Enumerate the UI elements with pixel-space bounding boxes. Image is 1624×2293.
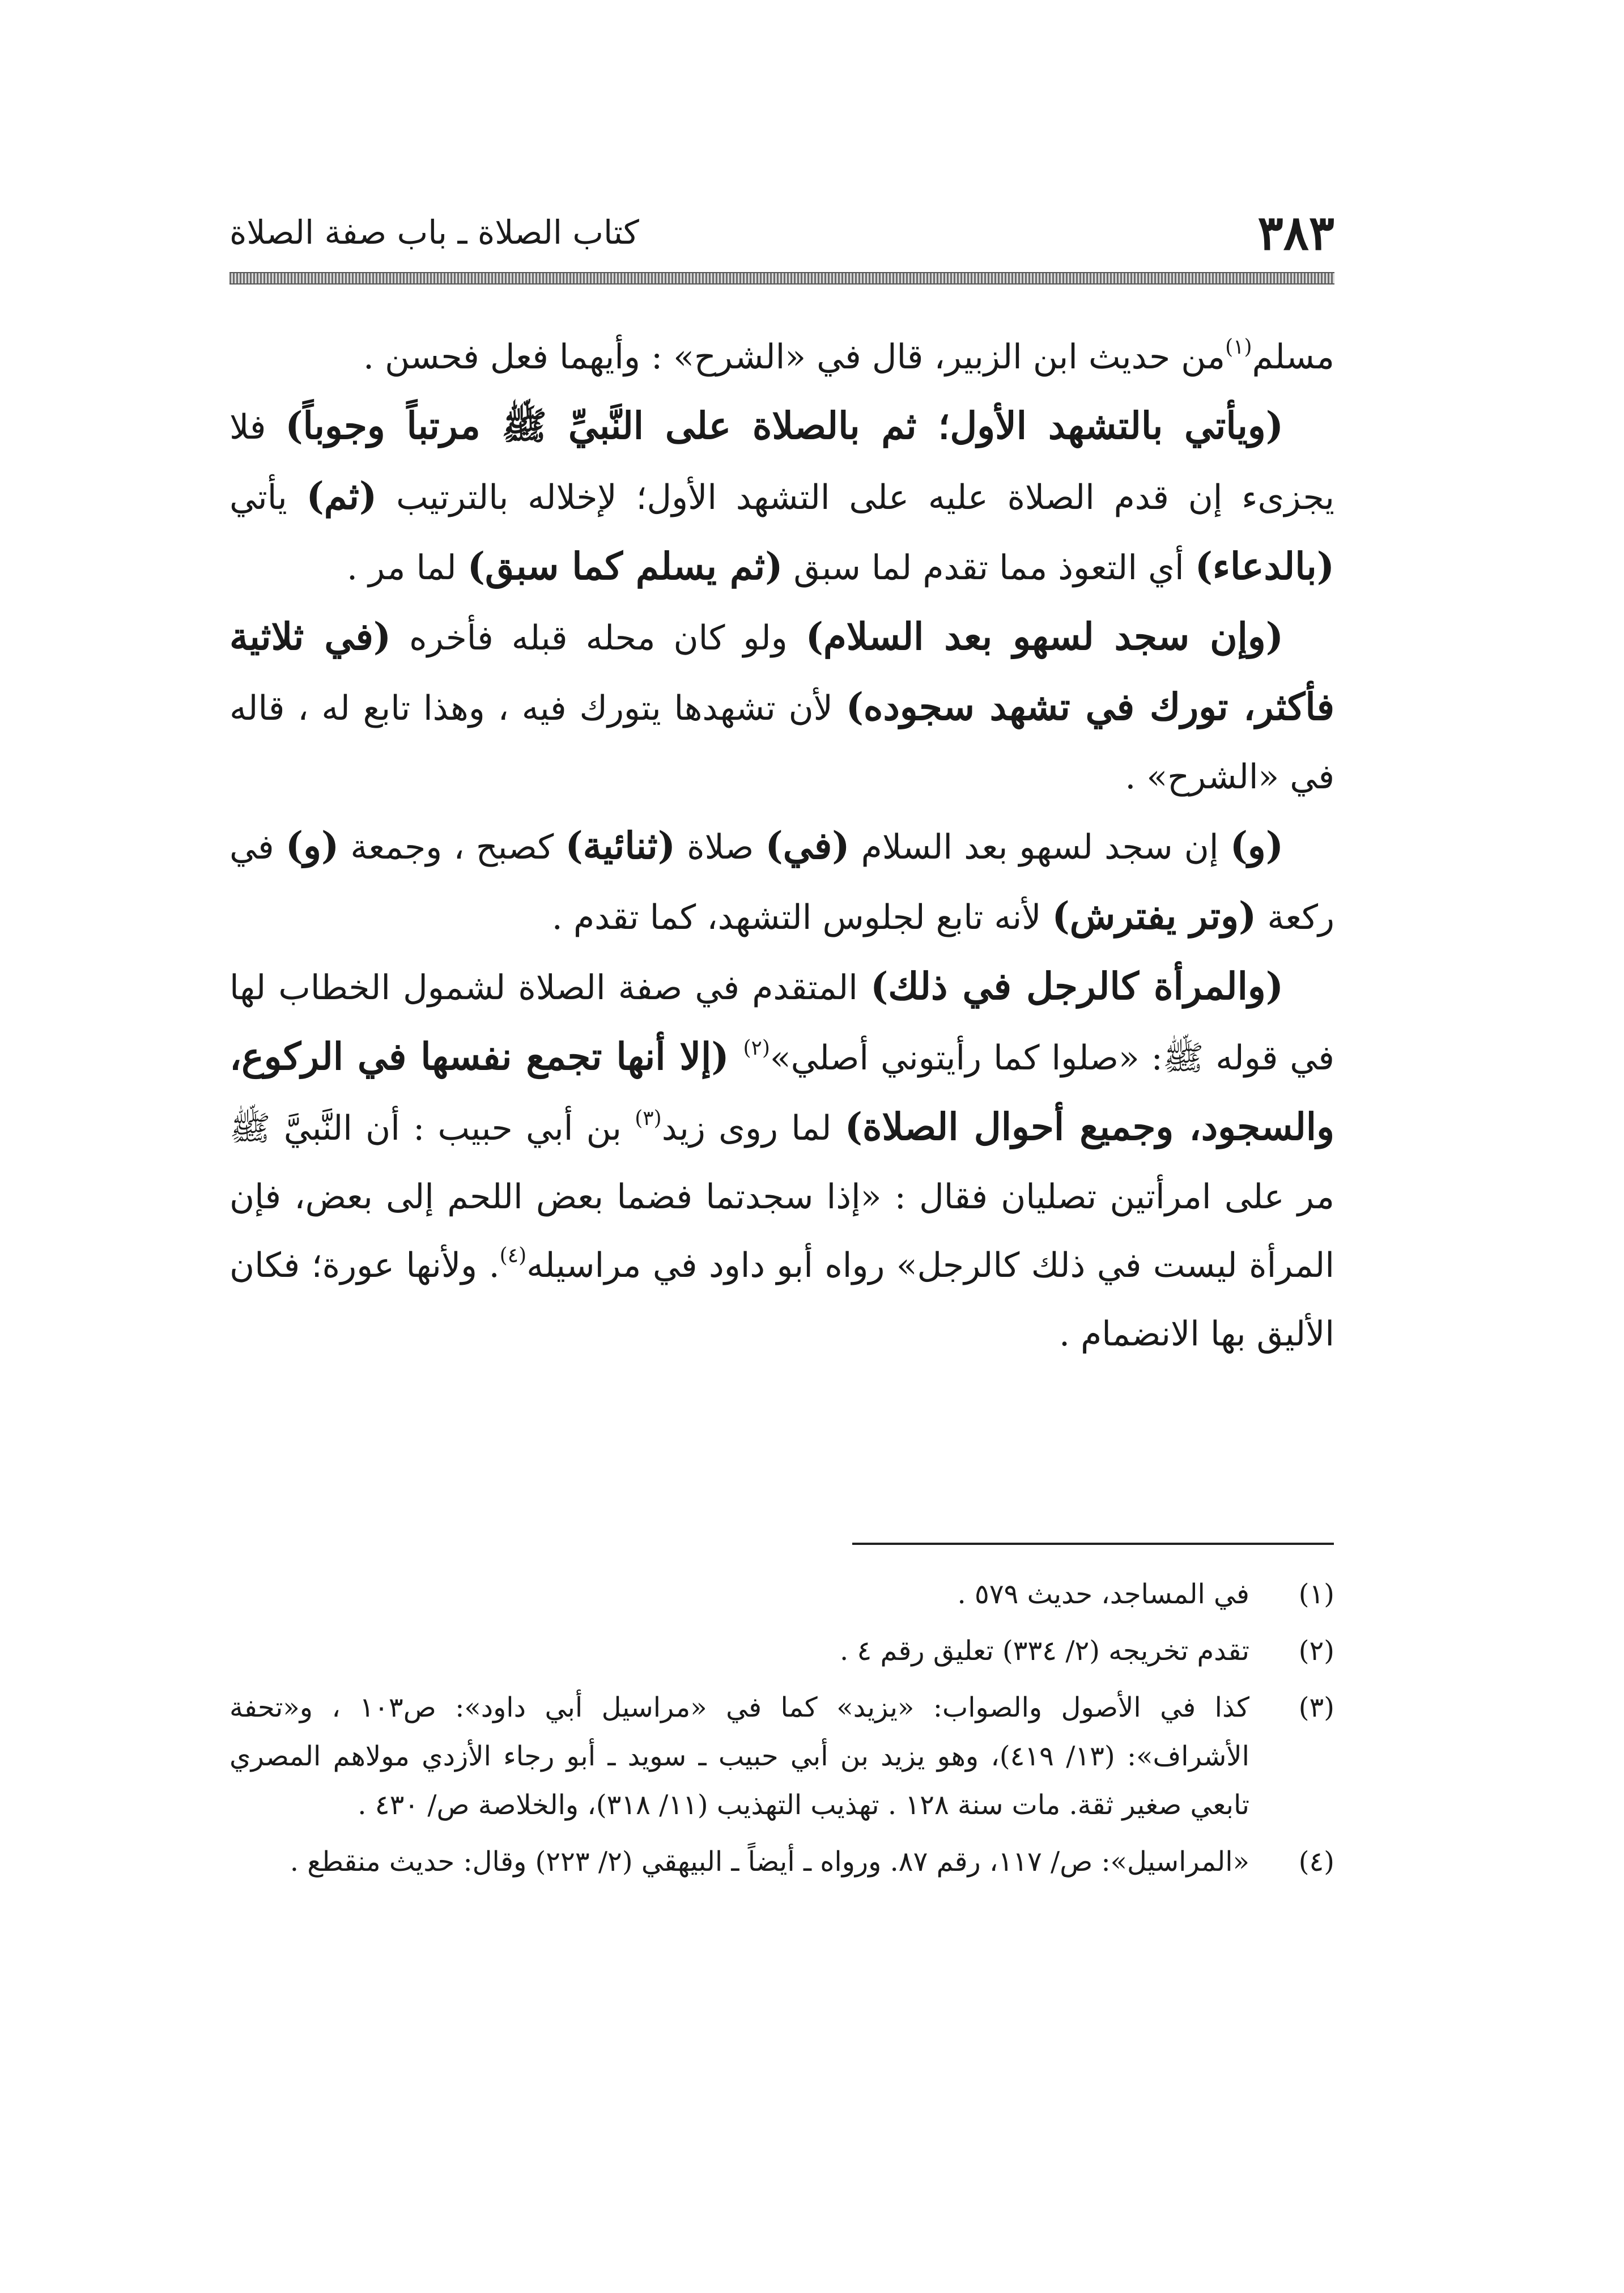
bold-span: (ويأتي بالتشهد الأول؛ ثم بالصلاة على النَّبيِّ ﷺ مرتباً وجوباً) [285, 404, 1283, 448]
footnote-text: «المراسيل»: ص/ ١١٧، رقم ٨٧. ورواه ـ أيضاً ـ البيهقي (٢/ ٢٢٣) وقال: حديث منقطع . [290, 1846, 1249, 1878]
header-rule [229, 272, 1334, 284]
text-span: مسلم [1252, 337, 1334, 377]
bold-span: (ثم يسلم كما سبق) [467, 544, 783, 588]
bold-span: (و) [285, 823, 339, 868]
footnote-text: في المساجد، حديث ٥٧٩ . [957, 1578, 1249, 1610]
footnote-ref: (١) [1225, 336, 1252, 359]
footnote-number: (١) [1298, 1578, 1334, 1610]
text-span: يأتي [229, 478, 307, 517]
text-span: لما مر . [347, 548, 467, 588]
footnote-number: (٢) [1298, 1635, 1334, 1667]
bold-span: (في ثلاثية فأكثر، تورك في تشهد سجوده) [229, 614, 1335, 729]
text-span: . ولأنها عورة؛ فكان الأليق بها الانضمام . [229, 1246, 1334, 1354]
paragraph-1 [229, 323, 1334, 392]
text-span: أي التعوذ مما تقدم لما سبق [783, 548, 1195, 588]
main-text [229, 323, 1334, 1369]
bold-span: (وتر يفترش) [1052, 894, 1257, 938]
bold-span: (إلا أنها تجمع نفسها في الركوع، والسجود، وجميع أحوال الصلاة) [229, 1034, 1335, 1149]
footnote-text: تقدم تخريجه (٢/ ٣٣٤) تعليق رقم ٤ . [839, 1635, 1249, 1667]
text-span: كصبح ، وجمعة [339, 827, 566, 867]
bold-span: (والمرأة كالرجل في ذلك) [870, 964, 1284, 1008]
text-span: المتقدم في صفة الصلاة لشمول الخطاب لها في قوله ﷺ: «صلوا كما رأيتوني أصلي» [229, 968, 1334, 1078]
page-header [229, 196, 1334, 269]
bold-span: (ثم) [306, 474, 377, 518]
bold-span: (ثنائية) [565, 823, 675, 868]
footnote-2 [229, 1627, 1334, 1675]
text-span: لما روى زيد [661, 1109, 845, 1148]
footnote-text: كذا في الأصول والصواب: «يزيد» كما في «مراسيل أبي داود»: ص١٠٣ ، و«تحفة الأشراف»: (١٣/ ٤١٩)، وهو يزيد بن أبي حبيب ـ سويد ـ أبو رجاء الأزدي مولاهم المصري تابعي صغير ثقة. مات سنة ١٢٨ . تهذيب التهذيب (١١/ ٣١٨)، والخلاصة ص/ ٤٣٠ . [229, 1692, 1250, 1821]
paragraph-5 [229, 952, 1334, 1369]
bold-span: (و) [1230, 823, 1284, 868]
text-span: فلا يجزىء إن قدم الصلاة عليه على التشهد الأول؛ لإخلاله بالترتيب [229, 407, 1334, 517]
text-span: لأن تشهدها يتورك فيه ، وهذا تابع له ، قاله في «الشرح» . [229, 689, 1334, 797]
text-span: في ركعة [229, 827, 1334, 937]
text-span: من حديث ابن الزبير، قال في «الشرح» : وأيهما فعل فحسن . [363, 337, 1226, 377]
bold-span: (وإن سجد لسهو بعد السلام) [805, 614, 1284, 659]
running-title: كتاب الصلاة ـ باب صفة الصلاة [229, 213, 639, 252]
paragraph-4 [229, 812, 1334, 952]
footnote-ref: (٤) [499, 1244, 527, 1267]
footnote-separator [852, 1543, 1334, 1545]
footnote-1 [229, 1570, 1334, 1619]
footnote-number: (٣) [1298, 1692, 1334, 1723]
text-span: لأنه تابع لجلوس التشهد، كما تقدم . [551, 898, 1052, 937]
text-span: صلاة [675, 827, 766, 867]
footnote-ref: (٣) [635, 1107, 662, 1130]
footnote-number: (٤) [1298, 1846, 1334, 1878]
text-span: إن سجد لسهو بعد السلام [849, 827, 1230, 867]
footnote-4 [229, 1837, 1334, 1886]
text-span: بن أبي حبيب : أن النَّبيَّ ﷺ مر على امرأتين تصليان فقال : «إذا سجدتما فضما بعض اللحم إلى بعض، فإن المرأة ليست في ذلك كالرجل» رواه أبو داود في مراسيله [229, 1109, 1334, 1285]
footnotes [229, 1570, 1334, 1894]
text-span: ولو كان محله قبله فأخره [391, 618, 806, 658]
page-number: ٣٨٣ [1257, 204, 1334, 261]
paragraph-3 [229, 602, 1334, 812]
paragraph-2 [229, 392, 1334, 602]
bold-span: (بالدعاء) [1194, 544, 1334, 588]
footnote-ref: (٢) [743, 1037, 770, 1060]
footnote-3 [229, 1683, 1334, 1829]
bold-span: (في) [765, 823, 850, 868]
